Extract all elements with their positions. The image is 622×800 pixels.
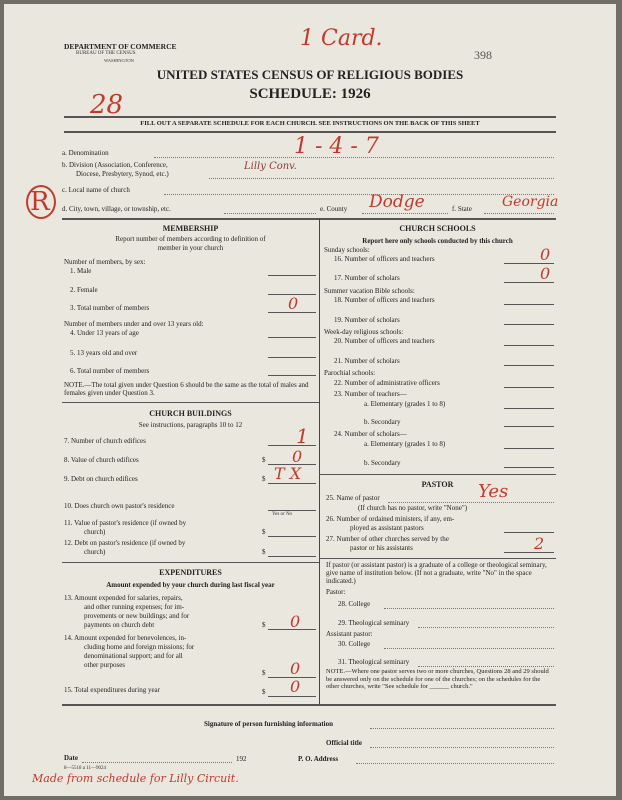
q29-seminary: 29. Theological seminary (338, 619, 410, 627)
q22-line (504, 387, 554, 388)
q25-note: (If church has no pastor, write "None") (358, 504, 468, 512)
division-label: b. Division (Association, Conference, (62, 161, 168, 169)
q24b-line (504, 467, 554, 468)
q3-value: 0 (288, 294, 299, 313)
q31-line (418, 666, 554, 667)
q27-value: 2 (534, 534, 545, 553)
q26-line (504, 532, 554, 533)
q29-line (418, 627, 554, 628)
q16-officers: 16. Number of officers and teachers (334, 255, 435, 263)
q11-value-residence: 11. Value of pastor's residence (if owned by (64, 519, 187, 527)
q23a-elementary: a. Elementary (grades 1 to 8) (364, 400, 446, 408)
q6-line (268, 375, 316, 376)
q18-line (504, 304, 554, 305)
q28-college: 28. College (338, 600, 371, 608)
local-church-label: c. Local name of church (62, 186, 130, 194)
separate-schedule-instruction: FILL OUT A SEPARATE SCHEDULE FOR EACH CHURCH. SEE INSTRUCTIONS ON THE BACK OF THIS SHEET (140, 120, 480, 127)
q12-debt-residence: 12. Debt on pastor's residence (if owned by (64, 539, 186, 547)
graduate-instruction: If pastor (or assistant pastor) is a graduate of a college or theological seminary, give name of institution below. (If not a graduate, write "No" in the space indicated.) (326, 561, 547, 585)
handwritten-card-note: 1 Card. (300, 26, 383, 51)
q1-line (268, 275, 316, 276)
q16-value: 0 (540, 245, 551, 264)
q7-edifices: 7. Number of church edifices (64, 437, 146, 445)
q17-scholars: 17. Number of scholars (334, 274, 400, 282)
q13-line1: 13. Amount expended for salaries, repairs, (64, 594, 183, 602)
q9-value: T X (274, 464, 302, 483)
q27-other-churches: 27. Number of other churches served by the (326, 535, 449, 543)
q26-assistants: ployed as assistant pastors (350, 524, 424, 532)
q4-under13: 4. Under 13 years of age (70, 329, 139, 337)
body-top-rule (62, 218, 556, 220)
summer-schools-label: Summer vacation Bible schools: (324, 287, 415, 295)
q30-line (384, 648, 554, 649)
signature-line (370, 728, 554, 729)
q14-dollar: $ (262, 669, 266, 677)
q15-dollar: $ (262, 688, 266, 696)
q26-ministers: 26. Number of ordained ministers, if any, em- (326, 515, 455, 523)
q24a-line (504, 448, 554, 449)
state-value: Georgia (502, 194, 559, 210)
q13-line2: and other running expenses; for im- (84, 603, 185, 611)
q17-value: 0 (540, 264, 551, 283)
schools-intro: Report here only schools conducted by this church (362, 237, 513, 245)
city-line (224, 213, 316, 214)
q23a-line (504, 408, 554, 409)
q9-line (268, 483, 316, 484)
q13-line4: payments on church debt (84, 621, 155, 629)
sunday-schools-label: Sunday schools: (324, 246, 370, 254)
q15-value: 0 (290, 677, 301, 696)
q19-scholars: 19. Number of scholars (334, 316, 400, 324)
graduate-rule (319, 558, 556, 559)
buildings-rule (62, 402, 319, 403)
q23-teachers: 23. Number of teachers— (334, 390, 407, 398)
q21-scholars: 21. Number of scholars (334, 357, 400, 365)
q14-line2: cluding home and foreign missions; for (84, 643, 195, 651)
form-title: UNITED STATES CENSUS OF RELIGIOUS BODIES (156, 67, 464, 82)
county-value: Dodge (369, 192, 425, 212)
q11-church: church) (84, 528, 106, 536)
q14-line3: denominational support; and for all (84, 652, 183, 660)
parochial-schools-label: Parochial schools: (324, 369, 376, 377)
pastor-sublabel: Pastor: (326, 588, 346, 596)
q4-line (268, 337, 316, 338)
po-address-label: P. O. Address (298, 755, 339, 763)
q24-scholars: 24. Number of scholars— (334, 430, 407, 438)
buildings-title: CHURCH BUILDINGS (149, 409, 232, 418)
column-divider (319, 218, 320, 704)
body-bottom-rule (62, 704, 556, 706)
expenditures-rule (62, 562, 319, 563)
members-by-sex: Number of members, by sex: (64, 258, 146, 266)
q8-value: 0 (292, 447, 303, 466)
q10-line (268, 510, 316, 511)
q21-line (504, 365, 554, 366)
q25-line (388, 502, 554, 503)
local-church-line (164, 194, 554, 195)
buildings-intro: See instructions, paragraphs 10 to 12 (138, 421, 243, 429)
q13-line3: provements or new buildings; and for (84, 612, 190, 620)
q9-debt: 9. Debt on church edifices (64, 475, 138, 483)
q27-assistants: pastor or his assistants (350, 544, 413, 552)
header-bottom-rule (64, 131, 556, 133)
denomination-label: a. Denomination (62, 149, 109, 157)
q7-value: 1 (296, 424, 309, 448)
members-by-age: Number of members under and over 13 years old: (64, 320, 204, 328)
q20-line (504, 345, 554, 346)
pastor-rule (319, 474, 556, 475)
city-field-label: d. City, town, village, or township, etc. (62, 205, 171, 213)
county-label: e. County (320, 205, 348, 213)
sheet-number: 398 (474, 48, 492, 62)
year-prefix: 192 (236, 755, 247, 763)
q13-dollar: $ (262, 621, 266, 629)
q7-line (268, 445, 316, 446)
membership-title: MEMBERSHIP (162, 224, 219, 233)
q1-male: 1. Male (70, 267, 92, 275)
q15-line (268, 696, 316, 697)
division-value: Lilly Conv. (244, 161, 297, 172)
date-label: Date (64, 754, 78, 762)
q14-line1: 14. Amount expended for benevolences, in- (64, 634, 187, 642)
q18-officers: 18. Number of officers and teachers (334, 296, 435, 304)
pastor-title: PASTOR (421, 480, 454, 489)
schedule-title: SCHEDULE: 1926 (249, 86, 371, 102)
date-line (82, 762, 232, 763)
handwritten-number: 28 (90, 90, 124, 120)
q15-total: 15. Total expenditures during year (64, 686, 160, 694)
q24b-secondary: b. Secondary (364, 459, 401, 467)
q20-officers: 20. Number of officers and teachers (334, 337, 435, 345)
q31-seminary: 31. Theological seminary (338, 658, 410, 666)
q25-value: Yes (478, 481, 509, 502)
q27-line (504, 552, 554, 553)
city-label: WASHINGTON (104, 58, 134, 63)
denomination-value: 1 - 4 - 7 (294, 134, 379, 159)
q28-line (384, 608, 554, 609)
membership-note: NOTE.—The total given under Question 6 should be the same as the total of males and females given under Question 3. (64, 381, 309, 397)
po-address-line (356, 763, 554, 764)
division-label-2: Diocese, Presbytery, Synod, etc.) (76, 170, 169, 178)
pastor-note: NOTE.—Where one pastor serves two or more churches, Questions 28 and 29 should be answered only on the schedule for one of the churches; on the schedules for the other churches, write "See schedule for ______ church." (326, 668, 549, 690)
q30-college: 30. College (338, 640, 371, 648)
q8-value-edifices: 8. Value of church edifices (64, 456, 139, 464)
q2-female: 2. Female (70, 286, 98, 294)
official-title-label: Official title (326, 739, 362, 747)
footer-handwritten-note: Made from schedule for Lilly Circuit. (32, 772, 239, 785)
state-label: f. State (452, 205, 472, 213)
q14-value: 0 (290, 659, 301, 678)
header-top-rule (64, 116, 556, 118)
q13-value: 0 (290, 612, 301, 631)
signature-label: Signature of person furnishing information (204, 720, 333, 728)
membership-intro-2: member in your church (157, 244, 224, 252)
r-mark-circle (26, 185, 56, 219)
q9-dollar: $ (262, 475, 266, 483)
q25-name: 25. Name of pastor (326, 494, 380, 502)
division-line (209, 178, 554, 179)
q5-over13: 5. 13 years old and over (70, 349, 138, 357)
state-line (484, 213, 554, 214)
q12-church: church) (84, 548, 106, 556)
yes-no-hint: Yes or No (272, 512, 293, 517)
q5-line (268, 357, 316, 358)
q19-line (504, 324, 554, 325)
q22-admin: 22. Number of administrative officers (334, 379, 440, 387)
schools-title: CHURCH SCHOOLS (399, 224, 476, 233)
county-line (362, 213, 448, 214)
q14-line4: other purposes (84, 661, 126, 669)
weekday-schools-label: Week-day religious schools: (324, 328, 404, 336)
expenditures-intro: Amount expended by your church during last fiscal year (106, 581, 275, 589)
q11-line (268, 536, 316, 537)
q6-total: 6. Total number of members (70, 367, 150, 375)
q8-dollar: $ (262, 456, 266, 464)
assistant-sublabel: Assistant pastor: (326, 630, 373, 638)
q11-dollar: $ (262, 528, 266, 536)
census-schedule-sheet (4, 4, 616, 796)
bureau-label: BUREAU OF THE CENSUS (76, 51, 136, 56)
q12-dollar: $ (262, 548, 266, 556)
q24a-elementary: a. Elementary (grades 1 to 8) (364, 440, 446, 448)
q23b-line (504, 426, 554, 427)
membership-intro-1: Report number of members according to definition of (115, 235, 266, 243)
expenditures-title: EXPENDITURES (159, 568, 222, 577)
q12-line (268, 556, 316, 557)
r-mark: R (30, 187, 50, 217)
q10-residence: 10. Does church own pastor's residence (64, 502, 175, 510)
official-title-line (370, 747, 554, 748)
dept-label: DEPARTMENT OF COMMERCE (64, 42, 177, 51)
q23b-secondary: b. Secondary (364, 418, 401, 426)
print-code: 8—5518 a 11—9024 (64, 766, 107, 771)
q3-total: 3. Total number of members (70, 304, 150, 312)
